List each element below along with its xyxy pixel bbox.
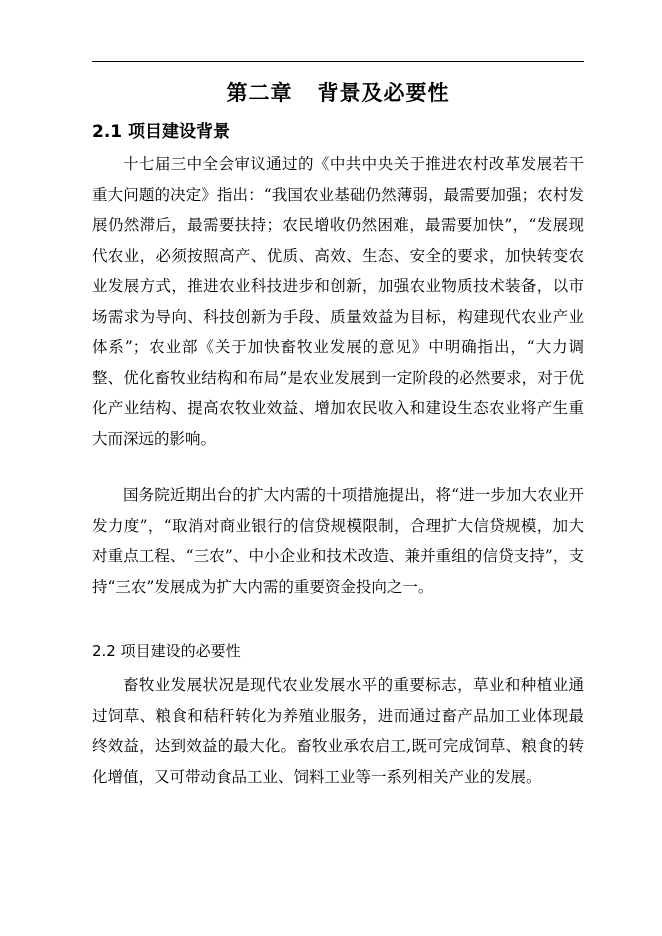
section-heading-2-1: 2.1 项目建设背景 (92, 122, 231, 142)
section-heading-2-2: 2.2 项目建设的必要性 (92, 642, 241, 660)
paragraph-background-2: 国务院近期出台的扩大内需的十项措施提出，将“进一步加大农业开发力度”，“取消对商业银行的信贷规模限制，合理扩大信贷规模，加大对重点工程、“三农”、中小企业和技术改造、兼并重组的信贷支持”，支持“三农”发展成为扩大内需的重要资金投向之一。 (92, 486, 584, 596)
chapter-title: 第二章 背景及必要性 (226, 81, 450, 105)
paragraph-background-1: 十七届三中全会审议通过的《中共中央关于推进农村改革发展若干重大问题的决定》指出：“我国农业基础仍然薄弱，最需要加强；农村发展仍然滞后，最需要扶持；农民增收仍然困难，最需要加快”，“发展现代农业，必须按照高产、优质、高效、生态、安全的要求，加快转变农业发展方式，推进农业科技进步和创新，加强农业物质技术装备，以市场需求为导向、科技创新为手段、质量效益为目标，构建现代农业产业体系”；农业部《关于加快畜牧业发展的意见》中明确指出，“大力调整、优化畜牧业结构和布局”是农业发展到一定阶段的必然要求，对于优化产业结构、提高农牧业效益、增加农民收入和建设生态农业将产生重大而深远的影响。 (92, 155, 584, 448)
paragraph-necessity-1: 畜牧业发展状况是现代农业发展水平的重要标志，草业和种植业通过饲草、粮食和秸秆转化为养殖业服务，进而通过畜产品加工业体现最终效益，达到效益的最大化。畜牧业承农启工,既可完成饲草、粮食的转化增值，又可带动食品工业、饲料工业等一系列相关产业的发展。 (92, 676, 584, 786)
header-rule (92, 61, 584, 62)
